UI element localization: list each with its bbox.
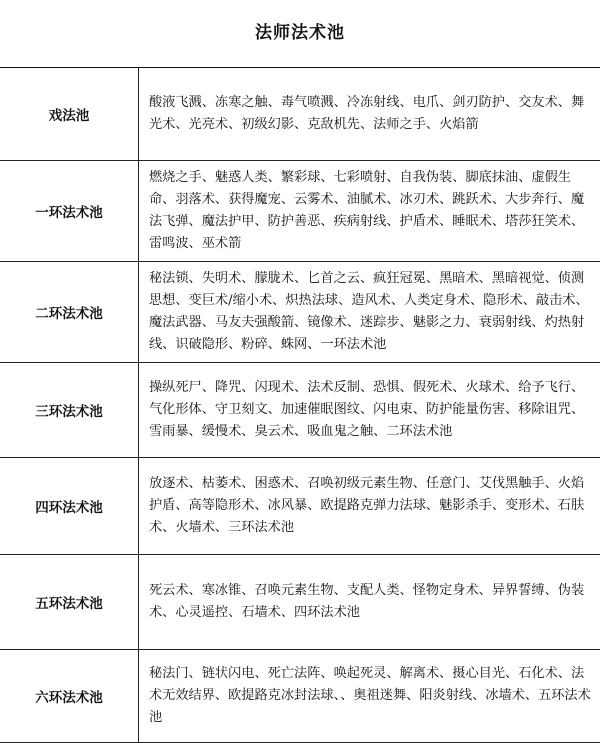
table-row <box>0 650 600 743</box>
spell-pool-table <box>0 67 600 743</box>
spell-list-cell: 燃烧之手、魅惑人类、繁彩球、七彩喷射、自我伪装、脚底抹油、虚假生命、羽落术、获得魔宠、云雾术、油腻术、冰刃术、跳跃术、大步奔行、魔法飞弹、魔法护甲、防护善恶、疾病射线、护盾术、睡眠术、塔莎狂笑术、雷鸣波、巫术箭 <box>139 161 600 262</box>
spell-list-cell: 酸液飞溅、冻寒之触、毒气喷溅、冷冻射线、电爪、剑刃防护、交友术、舞光术、光亮术、初级幻影、克敌机先、法师之手、火焰箭 <box>139 68 600 161</box>
pool-name-cell: 二环法术池 <box>0 262 139 363</box>
page-title: 法师法术池 <box>0 18 600 43</box>
pool-name-cell: 五环法术池 <box>0 555 139 650</box>
pool-name-cell: 戏法池 <box>0 68 139 161</box>
spell-list-cell: 操纵死尸、降咒、闪现术、法术反制、恐惧、假死术、火球术、给予飞行、气化形体、守卫刻文、加速催眠图纹、闪电束、防护能量伤害、移除诅咒、雪雨暴、缓慢术、臭云术、吸血鬼之触、二环法术池 <box>139 363 600 458</box>
spell-list-cell: 秘法门、链状闪电、死亡法阵、唤起死灵、解离术、摄心目光、石化术、法术无效结界、欧提路克冰封法球、、奥祖迷舞、阳炎射线、冰墙术、五环法术池 <box>139 650 600 743</box>
spell-list-cell: 秘法锁、失明术、朦胧术、匕首之云、疯狂冠冕、黑暗术、黑暗视觉、侦测思想、变巨术/缩小术、炽热法球、造风术、人类定身术、隐形术、敲击术、魔法武器、马友夫强酸箭、镜像术、迷踪步、魅影之力、衰弱射线、灼热射线、识破隐形、粉碎、蛛网、一环法术池 <box>139 262 600 363</box>
pool-name-cell: 六环法术池 <box>0 650 139 743</box>
pool-name-cell: 一环法术池 <box>0 161 139 262</box>
pool-name-cell: 三环法术池 <box>0 363 139 458</box>
table-row <box>0 68 600 161</box>
table-row <box>0 555 600 650</box>
table-row <box>0 458 600 555</box>
table-row <box>0 363 600 458</box>
table-row <box>0 161 600 262</box>
spell-list-cell: 死云术、寒冰锥、召唤元素生物、支配人类、怪物定身术、异界誓缚、伪装术、心灵遥控、石墙术、四环法术池 <box>139 555 600 650</box>
spell-list-cell: 放逐术、枯萎术、困惑术、召唤初级元素生物、任意门、艾伐黑触手、火焰护盾、高等隐形术、冰风暴、欧提路克弹力法球、魅影杀手、变形术、石肤术、火墙术、三环法术池 <box>139 458 600 555</box>
pool-name-cell: 四环法术池 <box>0 458 139 555</box>
table-row <box>0 262 600 363</box>
